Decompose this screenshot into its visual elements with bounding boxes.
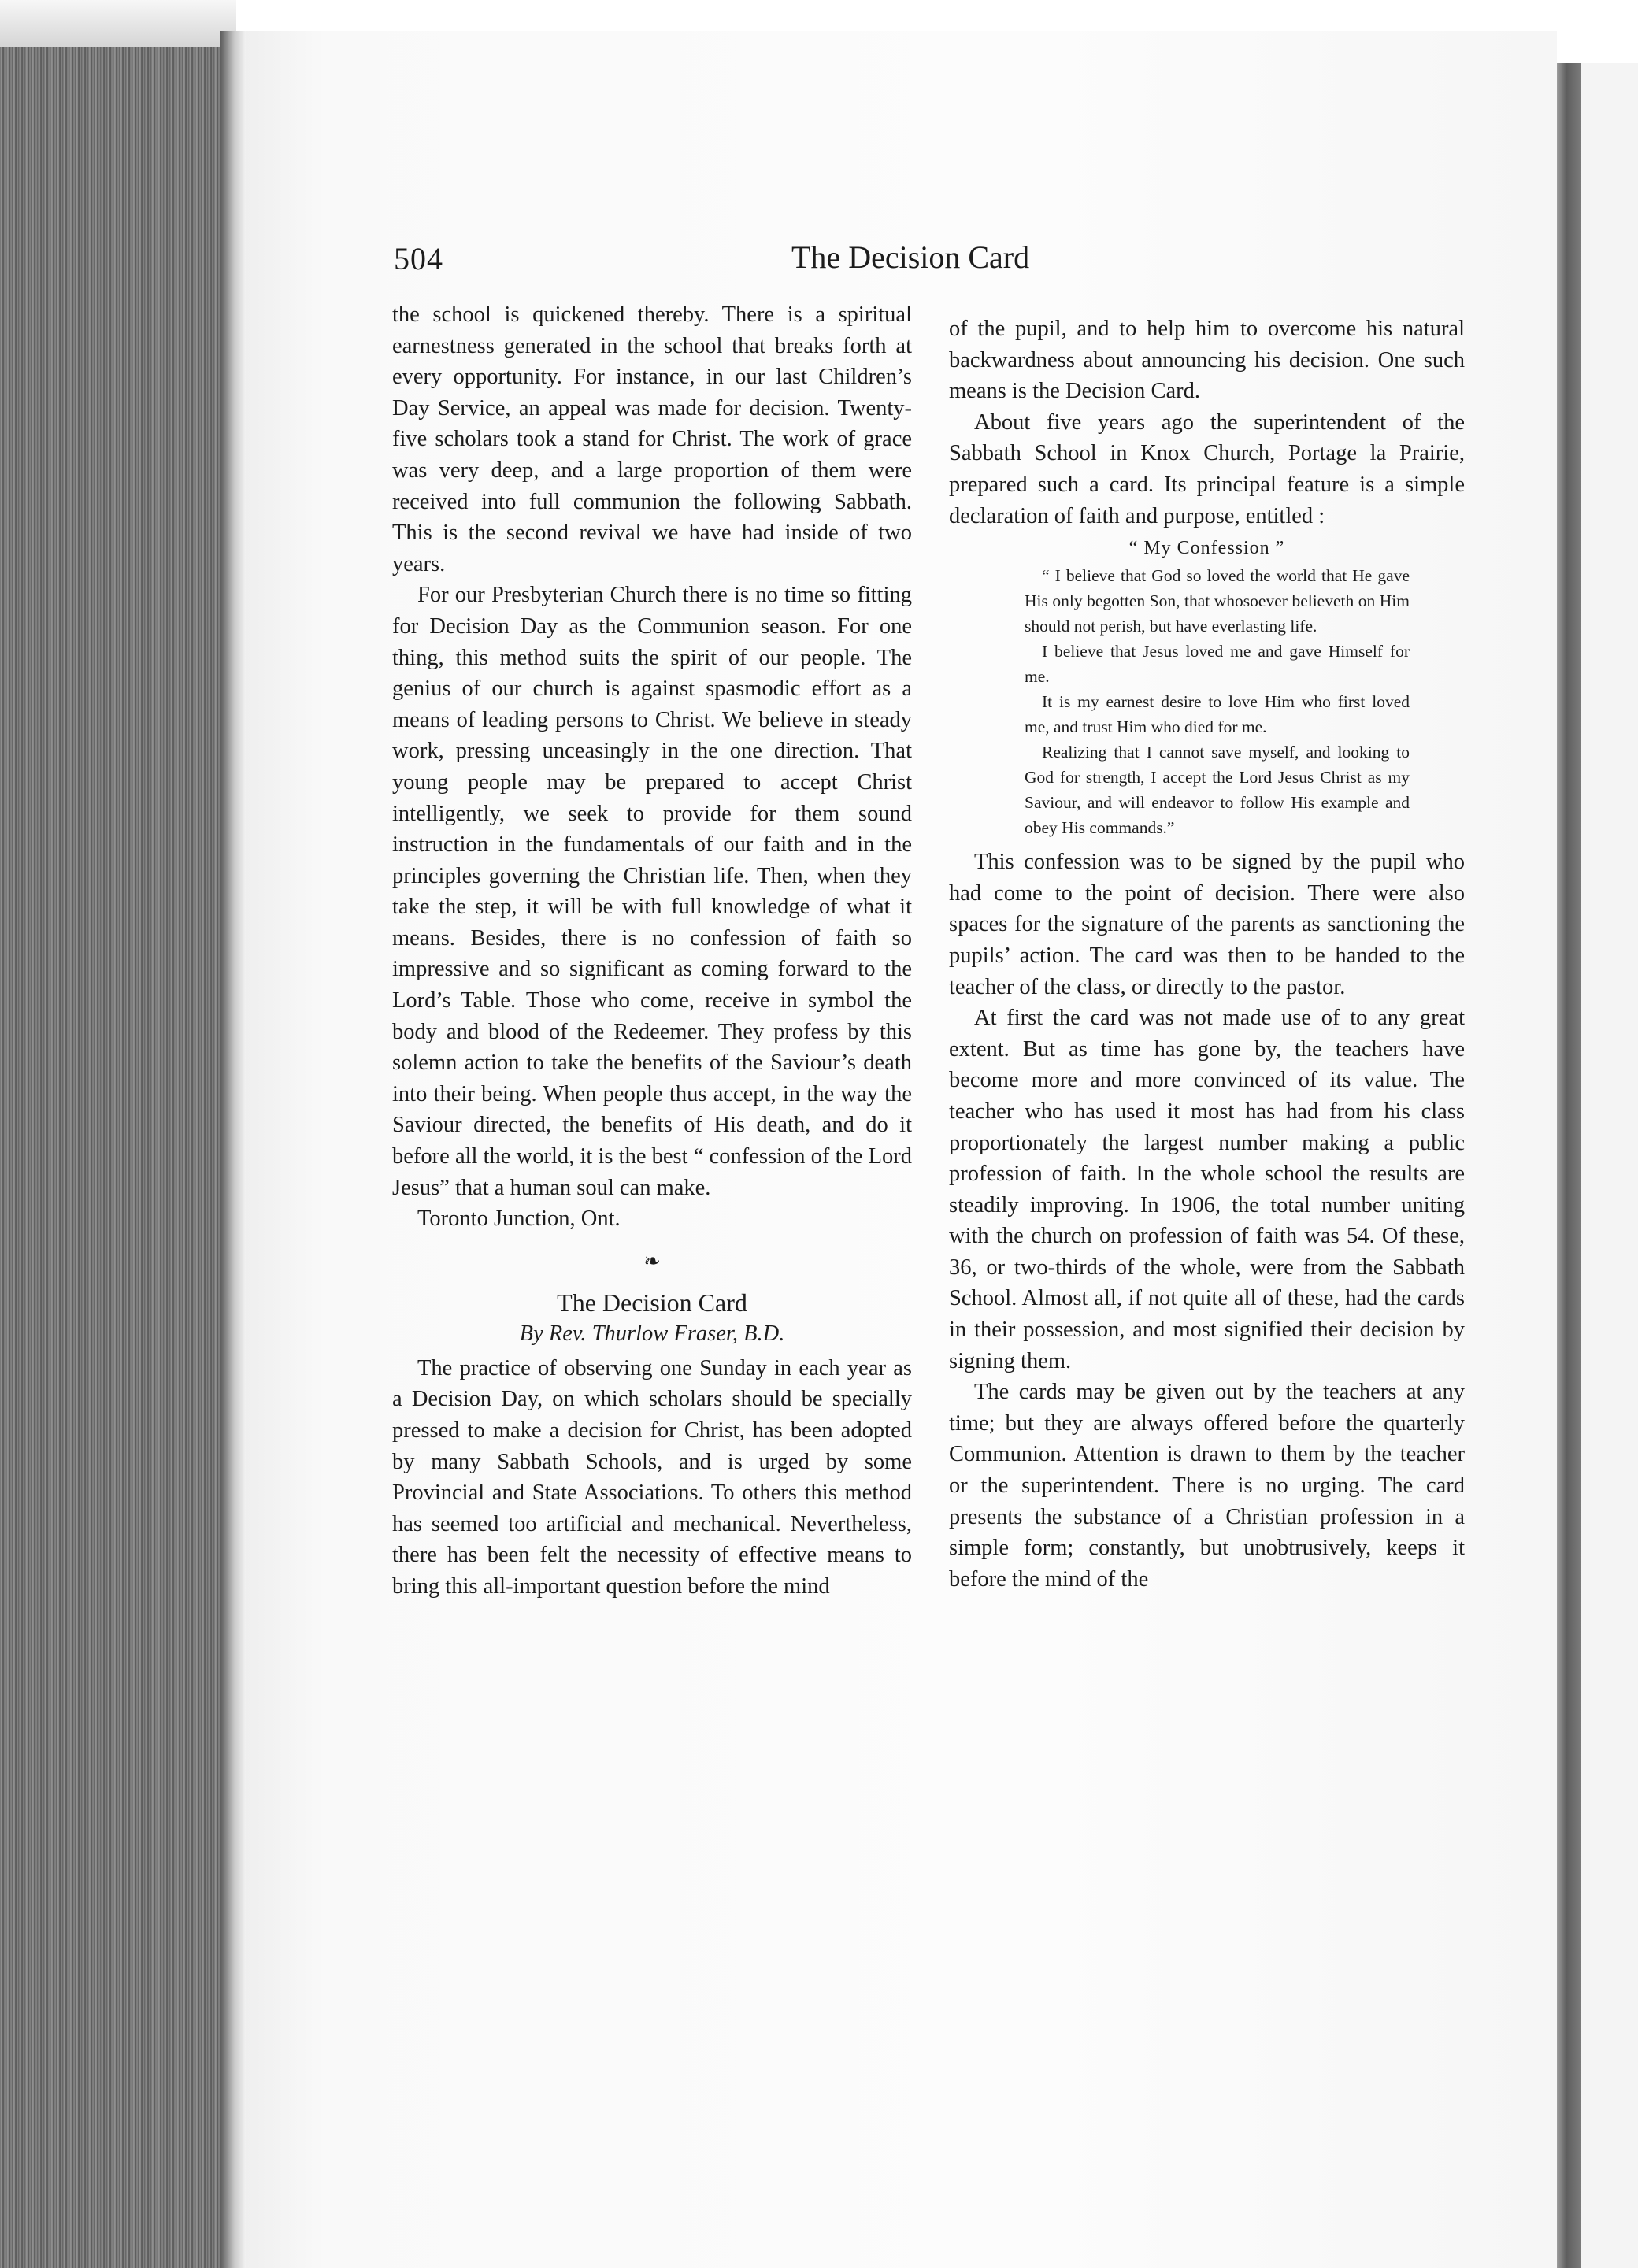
byline: By Rev. Thurlow Fraser, B.D.	[519, 1321, 785, 1346]
paragraph: The cards may be given out by the teachers at any time; but they are always offered before the quarterly Communion. Attention is drawn to them by the teacher or the superintendent. There is no urging. The card presents the substance of a Christian profession in a simple form; constantly, but unobtrusively, keeps it before the mind of the	[949, 1380, 1465, 1592]
ornament-icon: ❧	[643, 1249, 661, 1273]
left-column	[392, 299, 912, 1603]
paragraph: For our Presbyterian Church there is no time so fitting for Decision Day as the Communion season. For one thing, this method suits the spirit of our people. The genius of our church is against spasmodic effort as a means of leading persons to Christ. We believe in steady work, pressing unceasingly in the one direction. That young people may be prepared to accept Christ intelligently, we seek to provide for them sound instruction in the fundamentals of our faith and in the principles governing the Christian life. Then, when they take the step, it will be with full knowledge of what it means. Besides, there is no confession of faith so impressive and so significant as coming forward to the Lord’s Table. Those who come, receive in symbol the body and blood of the Redeemer. They profess by this solemn action to take the benefits of the Saviour’s death into their being. When people thus accept, in the way the Saviour directed, the benefits of His death, and do it before all the world, it is the best “ confession of the Lord Jesus” that a human soul can make.	[392, 583, 912, 1200]
place-signature: Toronto Junction, Ont.	[417, 1206, 621, 1232]
paragraph: of the pupil, and to help him to overcome his natural backwardness about announcing his decision. One such means is the Decision Card.	[949, 317, 1465, 404]
page-number: 504	[394, 241, 443, 276]
facing-page-edge	[1557, 63, 1581, 2268]
confession-block	[1025, 563, 1410, 840]
paragraph: This confession was to be signed by the pupil who had come to the point of decision. There were also spaces for the signature of the parents as sanctioning the pupils’ action. The card was then to be handed to the teacher of the class, or directly to the pastor.	[949, 850, 1465, 999]
paragraph: At first the card was not made use of to any great extent. But as time has gone by, the teachers have become more and more convinced of its value. The teacher who has used it most has had from his class proportionately the largest number making a public profession of faith. In the whole school the results are steadily improving. In 1906, the total number uniting with the church on profession of faith was 54. Of these, 36, or two-thirds of the whole, were from the Sabbath School. Almost all, if not quite all of these, had the cards in their possession, and most signified their decision by signing them.	[949, 1006, 1465, 1373]
right-column	[949, 313, 1465, 1595]
confession-paragraph: It is my earnest desire to love Him who first loved me, and trust Him who died for me.	[1025, 692, 1410, 737]
confession-paragraph: “ I believe that God so loved the world that He gave His only begotten Son, that whosoever believeth on Him should not perish, but have everlasting life.	[1025, 566, 1410, 636]
confession-paragraph: I believe that Jesus loved me and gave Himself for me.	[1025, 642, 1410, 687]
running-title: The Decision Card	[791, 239, 1030, 275]
confession-title: “ My Confession ”	[1128, 538, 1285, 559]
paragraph: the school is quickened thereby. There is a spiritual earnestness generated in the school that breaks forth at every opportunity. For instance, in our last Children’s Day Service, an appeal was made for decision. Twenty-five scholars took a stand for Christ. The work of grace was very deep, and a large proportion of them were received into full communion the following Sabbath. This is the second revival we have had inside of two years.	[392, 302, 912, 576]
facing-page	[1581, 63, 1638, 2268]
article-title: The Decision Card	[557, 1288, 747, 1317]
book-gutter	[220, 32, 246, 2268]
book-page-edges	[0, 47, 236, 2268]
paragraph: The practice of observing one Sunday in each year as a Decision Day, on which scholars should be specially pressed to make a decision for Christ, has been adopted by many Sabbath Schools, and is urged by some Provincial and State Associations. To others this method has seemed too artificial and mechanical. Nevertheless, there has been felt the necessity of effective means to bring this all-important question before the mind	[392, 1355, 912, 1599]
confession-paragraph: Realizing that I cannot save myself, and looking to God for strength, I accept the Lord Jesus Christ as my Saviour, and will endeavor to follow His example and obey His commands.”	[1025, 743, 1410, 838]
paragraph: About five years ago the superintendent of the Sabbath School in Knox Church, Portage la Prairie, prepared such a card. Its principal feature is a simple declaration of faith and purpose, entitled :	[949, 410, 1465, 528]
